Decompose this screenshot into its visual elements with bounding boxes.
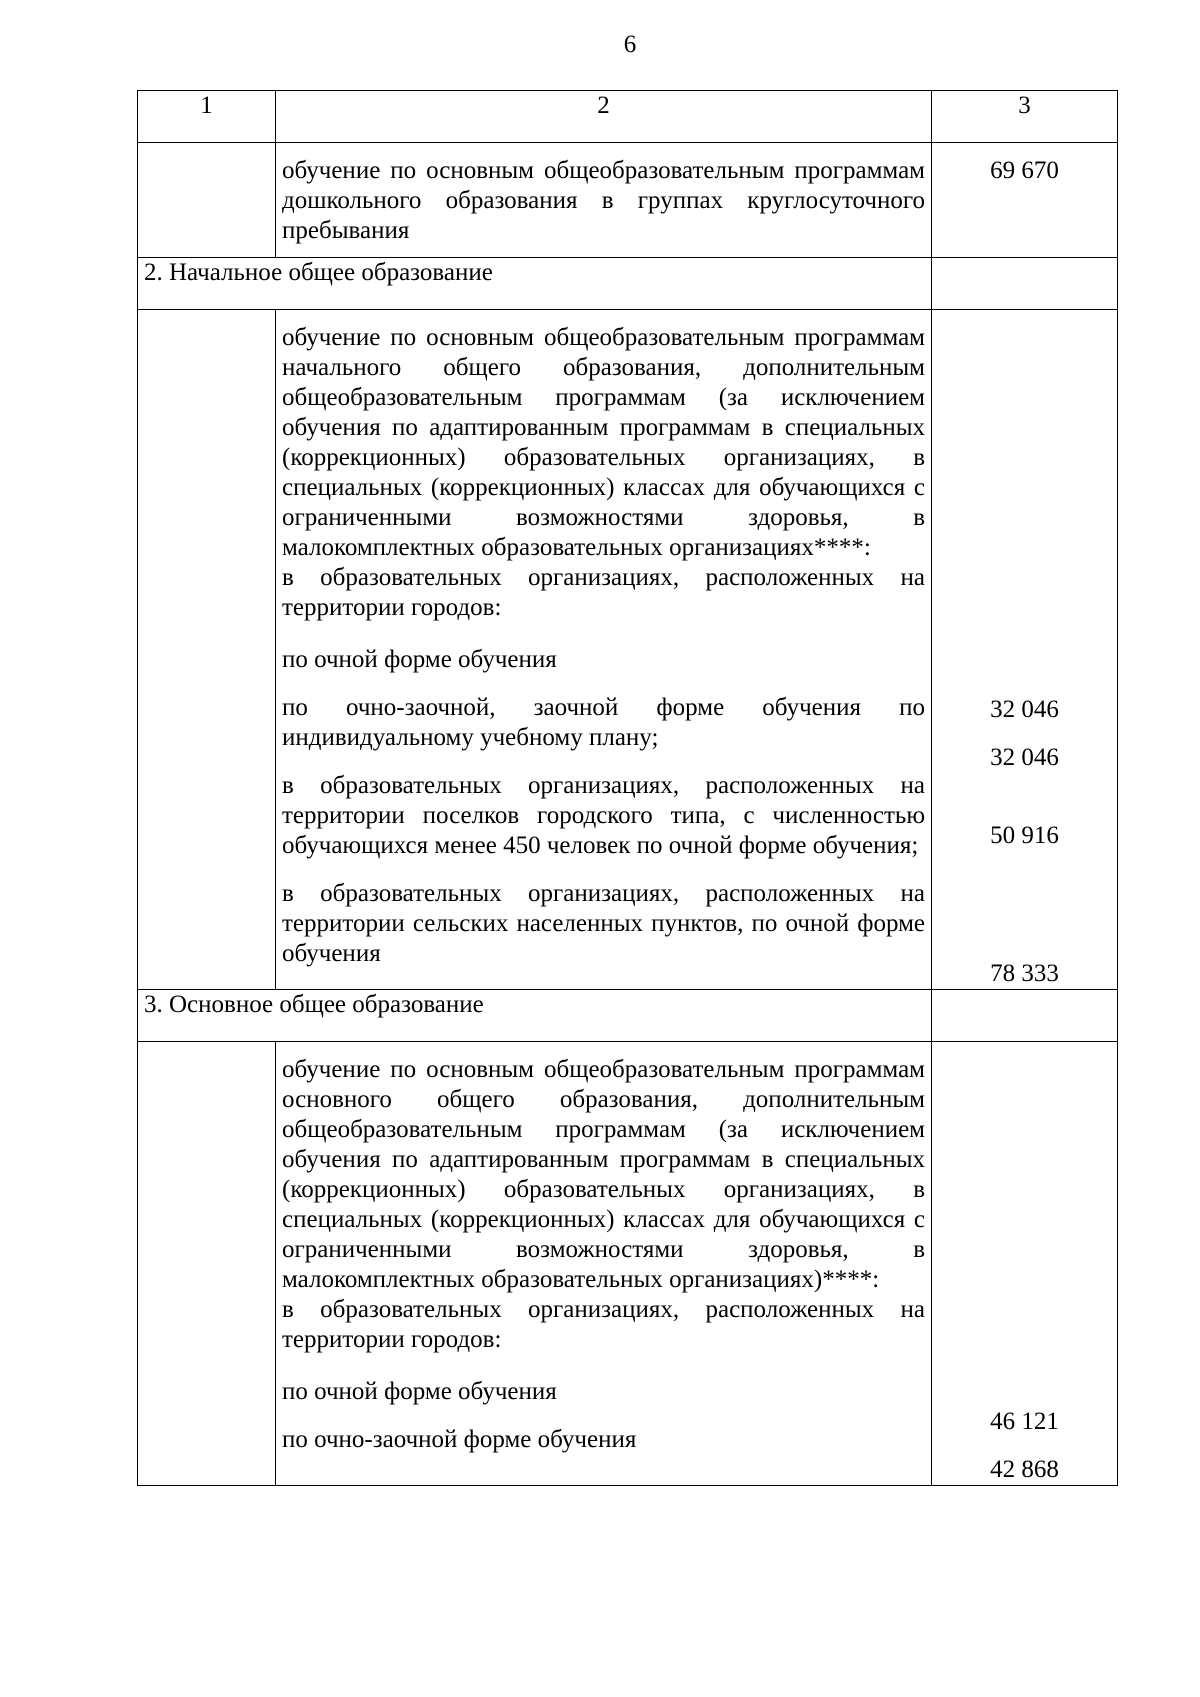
section-header-row [138,990,1118,1042]
section-intro: обучение по основным общеобразовательным программам основного общего образования, дополнительным общеобразовательным программам (за исключением обучения по адаптированным программам в специальных (коррекционных) образовательных организациях, в специальных (коррекционных) классах для обучающихся с ограниченными возможностями здоровья, в малокомплектных образовательных организациях)****: [282,1056,925,1293]
list-item-value: 78 333 [990,960,1059,987]
section-intro-location: в образовательных организациях, расположенных на территории городов: [282,1296,925,1353]
row-col-1-empty [138,1042,276,1486]
table-header-row [138,91,1118,143]
row-col-1-empty [138,143,276,258]
row-description: обучение по основным общеобразовательным программам дошкольного образования в группах круглосуточного пребывания [282,157,925,244]
list-item: в образовательных организациях, расположенных на территории сельских населенных пунктов, по очной форме обучения [282,880,925,967]
section-intro-location: в образовательных организациях, расположенных на территории городов: [282,564,925,621]
list-item-value: 32 046 [990,696,1059,723]
row-col-1-empty [138,310,276,990]
section-value-empty [932,258,1118,310]
header-col-3: 3 [932,91,1118,143]
list-item: по очной форме обучения [282,1378,557,1405]
tariff-table [137,90,1118,1486]
list-item-value: 50 916 [990,822,1059,849]
row-value: 69 670 [990,157,1059,184]
table-row [138,143,1118,258]
table-row [138,1042,1118,1486]
page-number: 6 [623,31,637,58]
header-col-1: 1 [138,91,276,143]
list-item: по очной форме обучения [282,646,557,673]
list-item: по очно-заочной форме обучения [282,1426,637,1453]
section-intro: обучение по основным общеобразовательным программам начального общего образования, дополнительным общеобразовательным программам (за исключением обучения по адаптированным программам в специальных (коррекционных) образовательных организациях, в специальных (коррекционных) классах для обучающихся с ограниченными возможностями здоровья, в малокомплектных образовательных организациях****: [282,324,925,561]
list-item: по очно-заочной, заочной форме обучения по индивидуальному учебному плану; [282,694,925,751]
section-title: 3. Основное общее образование [138,990,932,1042]
list-item: в образовательных организациях, расположенных на территории поселков городского типа, с численностью обучающихся менее 450 человек по очной форме обучения; [282,772,925,859]
list-item-value: 42 868 [990,1456,1059,1483]
list-item-value: 46 121 [990,1408,1059,1435]
section-title: 2. Начальное общее образование [138,258,932,310]
section-header-row [138,258,1118,310]
header-col-2: 2 [276,91,932,143]
section-value-empty [932,990,1118,1042]
list-item-value: 32 046 [990,744,1059,771]
table-row [138,310,1118,990]
